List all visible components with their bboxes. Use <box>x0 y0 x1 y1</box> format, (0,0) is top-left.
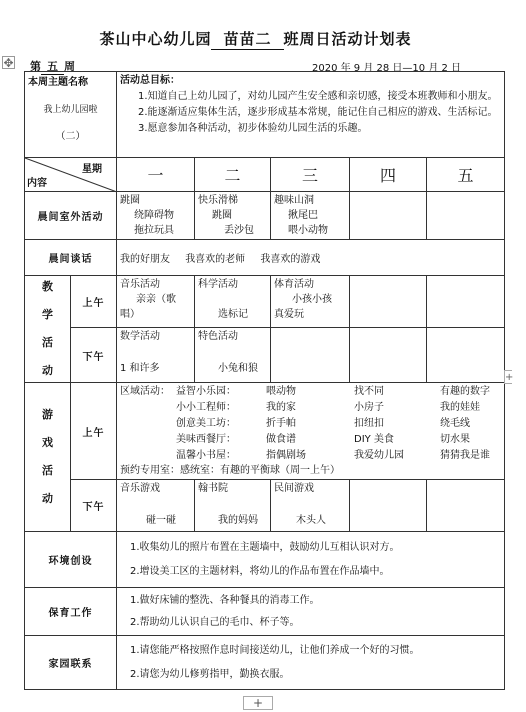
area-prefix: 区域活动： <box>120 386 170 397</box>
activity-text: 快乐滑梯 <box>198 195 238 206</box>
week-no: 五 <box>41 58 64 75</box>
activity-text: 音乐活动 <box>120 279 160 290</box>
weekday-header-cell <box>25 158 117 192</box>
activity-text: 碰一碰 <box>146 515 176 526</box>
theme-label: 本周主题名称 <box>28 77 88 88</box>
game-pm-tue <box>195 480 271 532</box>
teaching-pm-mon <box>117 328 195 383</box>
home-row <box>25 636 505 690</box>
teaching-am-fri <box>427 276 505 328</box>
activity-text: 我的妈妈 <box>218 515 258 526</box>
home-label: 家园联系 <box>25 636 117 690</box>
game-char: 游 <box>42 408 53 421</box>
area-item: 绕毛线 <box>440 418 470 429</box>
date-range: 2020 年 9 月 28 日—10 月 2 日 <box>312 63 462 74</box>
week-prefix: 第 <box>30 60 41 73</box>
game-pm-fri <box>427 480 505 532</box>
teaching-am-mon <box>117 276 195 328</box>
area-item: 扣纽扣 <box>354 418 384 429</box>
day-header-fri: 五 <box>427 158 505 192</box>
weekday-header-row <box>25 158 505 192</box>
activity-text: 小孩小孩 <box>292 294 332 305</box>
game-char: 活 <box>42 464 53 477</box>
game-pm-thu <box>350 480 427 532</box>
activity-text: 音乐游戏 <box>120 483 160 494</box>
activity-text: 真爱玩 <box>274 309 304 320</box>
care-item: 1.做好床铺的整洗、各种餐具的消毒工作。 <box>130 594 320 606</box>
activity-text: 木头人 <box>296 515 326 526</box>
school-name: 茶山中心幼儿园 <box>99 30 212 48</box>
special-room: 预约专用室：感统室：有趣的平衡球（周一上午） <box>120 465 340 476</box>
teaching-char: 动 <box>42 364 53 377</box>
teaching-am-thu <box>350 276 427 328</box>
teaching-am-row <box>25 276 505 328</box>
game-char: 动 <box>42 492 53 505</box>
talk-item: 我喜欢的老师 <box>185 254 246 265</box>
area-item: 折手帕 <box>266 418 296 429</box>
environment-label: 环境创设 <box>25 532 117 588</box>
activity-text: 小兔和狼 <box>218 363 258 375</box>
activity-text: 丢沙包 <box>224 225 254 236</box>
environment-item: 1.收集幼儿的照片布置在主题墙中，鼓励幼儿互相认识对方。 <box>130 541 400 553</box>
teaching-label <box>25 276 71 383</box>
outdoor-thu <box>350 192 427 240</box>
goal-item: 1.知道自己上幼儿园了，对幼儿园产生安全感和亲切感，接受本班教师和小朋友。 <box>138 91 498 102</box>
game-pm-mon <box>117 480 195 532</box>
game-pm-row <box>25 480 505 532</box>
area-item: 找不同 <box>354 386 384 397</box>
area-name: 美味西餐厅： <box>176 434 236 445</box>
area-item: 喂动物 <box>266 386 296 397</box>
care-item: 2.帮助幼儿认识自己的毛巾、杯子等。 <box>130 616 300 628</box>
weekday-label: 星期 <box>82 164 102 175</box>
activity-text: 唱） <box>120 309 140 320</box>
theme-row <box>25 72 505 158</box>
area-activities <box>117 383 505 480</box>
area-item: 指偶剧场 <box>266 450 306 461</box>
theme-part: （二） <box>55 131 86 142</box>
activity-text: 趣味山洞 <box>274 195 314 206</box>
activity-text: 亲亲（歌 <box>136 294 176 305</box>
talk-row <box>25 240 505 276</box>
teaching-am-label: 上午 <box>71 276 117 328</box>
teaching-pm-label: 下午 <box>71 328 117 383</box>
day-header-tue: 二 <box>195 158 271 192</box>
area-item: DIY 美食 <box>354 434 394 445</box>
game-am-row <box>25 383 505 480</box>
weekly-plan-table <box>24 71 505 690</box>
outdoor-mon <box>117 192 195 240</box>
insert-row-plus-icon[interactable]: + <box>505 372 514 383</box>
activity-text: 民间游戏 <box>274 483 314 494</box>
area-item: 切水果 <box>440 434 470 445</box>
area-name: 创意美工坊： <box>176 418 236 429</box>
activity-text: 揪尾巴 <box>288 210 318 221</box>
teaching-am-wed <box>271 276 350 328</box>
theme-cell <box>25 72 117 158</box>
area-item: 小房子 <box>354 402 384 413</box>
environment-item: 2.增设美工区的主题材料，将幼儿的作品布置在作品墙中。 <box>130 565 390 577</box>
outdoor-tue <box>195 192 271 240</box>
teaching-char: 教 <box>42 280 53 293</box>
care-row <box>25 588 505 636</box>
teaching-pm-fri <box>427 328 505 383</box>
week-suffix: 周 <box>64 60 75 73</box>
environment-row <box>25 532 505 588</box>
activity-text: 翰书院 <box>198 483 228 494</box>
teaching-pm-thu <box>350 328 427 383</box>
table-move-handle-icon[interactable]: ✥ <box>3 56 14 70</box>
teaching-pm-row <box>25 328 505 383</box>
teaching-am-tue <box>195 276 271 328</box>
teaching-pm-wed <box>271 328 350 383</box>
activity-text: 体育活动 <box>274 279 314 290</box>
home-cell <box>117 636 505 690</box>
title-suffix: 班周日活动计划表 <box>283 30 412 48</box>
teaching-char: 活 <box>42 336 53 349</box>
activity-text: 数学活动 <box>120 331 160 343</box>
spacer <box>120 400 176 415</box>
area-name: 温馨小书屋： <box>176 450 236 461</box>
area-item: 猜猜我是谁 <box>440 450 490 461</box>
page-title <box>0 28 511 50</box>
activity-text: 1 和许多 <box>120 363 160 375</box>
day-header-mon: 一 <box>117 158 195 192</box>
care-label: 保育工作 <box>25 588 117 636</box>
talk-label: 晨间谈话 <box>25 240 117 276</box>
outdoor-label: 晨间室外活动 <box>25 192 117 240</box>
goals-label: 活动总目标： <box>120 75 180 86</box>
teaching-pm-tue <box>195 328 271 383</box>
activity-text: 特色活动 <box>198 331 238 343</box>
game-pm-wed <box>271 480 350 532</box>
spacer <box>120 448 176 463</box>
spacer <box>120 416 176 431</box>
outdoor-row <box>25 192 505 240</box>
game-am-label: 上午 <box>71 383 117 480</box>
area-name: 益智小乐园： <box>176 386 236 397</box>
game-pm-label: 下午 <box>71 480 117 532</box>
area-item: 有趣的数字 <box>440 386 490 397</box>
activity-text: 跳圈 <box>212 210 232 221</box>
class-name: 苗苗二 <box>211 28 283 50</box>
game-label <box>25 383 71 532</box>
activity-text: 科学活动 <box>198 279 238 290</box>
talk-item: 我的好朋友 <box>120 254 170 265</box>
environment-cell <box>117 532 505 588</box>
area-name: 小小工程师： <box>176 402 236 413</box>
area-item: 我的家 <box>266 402 296 413</box>
outdoor-wed <box>271 192 350 240</box>
add-row-plus-icon[interactable]: + <box>243 696 273 710</box>
care-cell <box>117 588 505 636</box>
day-header-thu: 四 <box>350 158 427 192</box>
activity-text: 跳圈 <box>120 195 140 206</box>
area-item: 做食谱 <box>266 434 296 445</box>
goal-item: 3.愿意参加各种活动，初步体验幼儿园生活的乐趣。 <box>138 123 368 134</box>
goal-item: 2.能逐渐适应集体生活，逐步形成基本常规，能记住自己相应的游戏、生活标记。 <box>138 107 498 118</box>
activity-text: 喂小动物 <box>288 225 328 236</box>
game-char: 戏 <box>42 436 53 449</box>
spacer <box>120 432 176 447</box>
home-item: 2.请您为幼儿修剪指甲，勤换衣服。 <box>130 668 290 680</box>
content-label: 内容 <box>27 178 47 189</box>
goals-cell <box>117 72 505 158</box>
talk-cell <box>117 240 505 276</box>
area-grid <box>120 384 501 463</box>
activity-text: 绕障碍物 <box>134 210 174 221</box>
activity-text: 拖拉玩具 <box>134 225 174 236</box>
talk-item: 我喜欢的游戏 <box>260 254 321 265</box>
home-item: 1.请您能严格按照作息时间接送幼儿，让他们养成一个好的习惯。 <box>130 644 420 656</box>
teaching-char: 学 <box>42 308 53 321</box>
area-item: 我爱幼儿园 <box>354 450 404 461</box>
area-item: 我的娃娃 <box>440 402 480 413</box>
activity-text: 选标记 <box>218 309 248 320</box>
outdoor-fri <box>427 192 505 240</box>
day-header-wed: 三 <box>271 158 350 192</box>
theme-name: 我上幼儿园啦 <box>43 105 98 115</box>
